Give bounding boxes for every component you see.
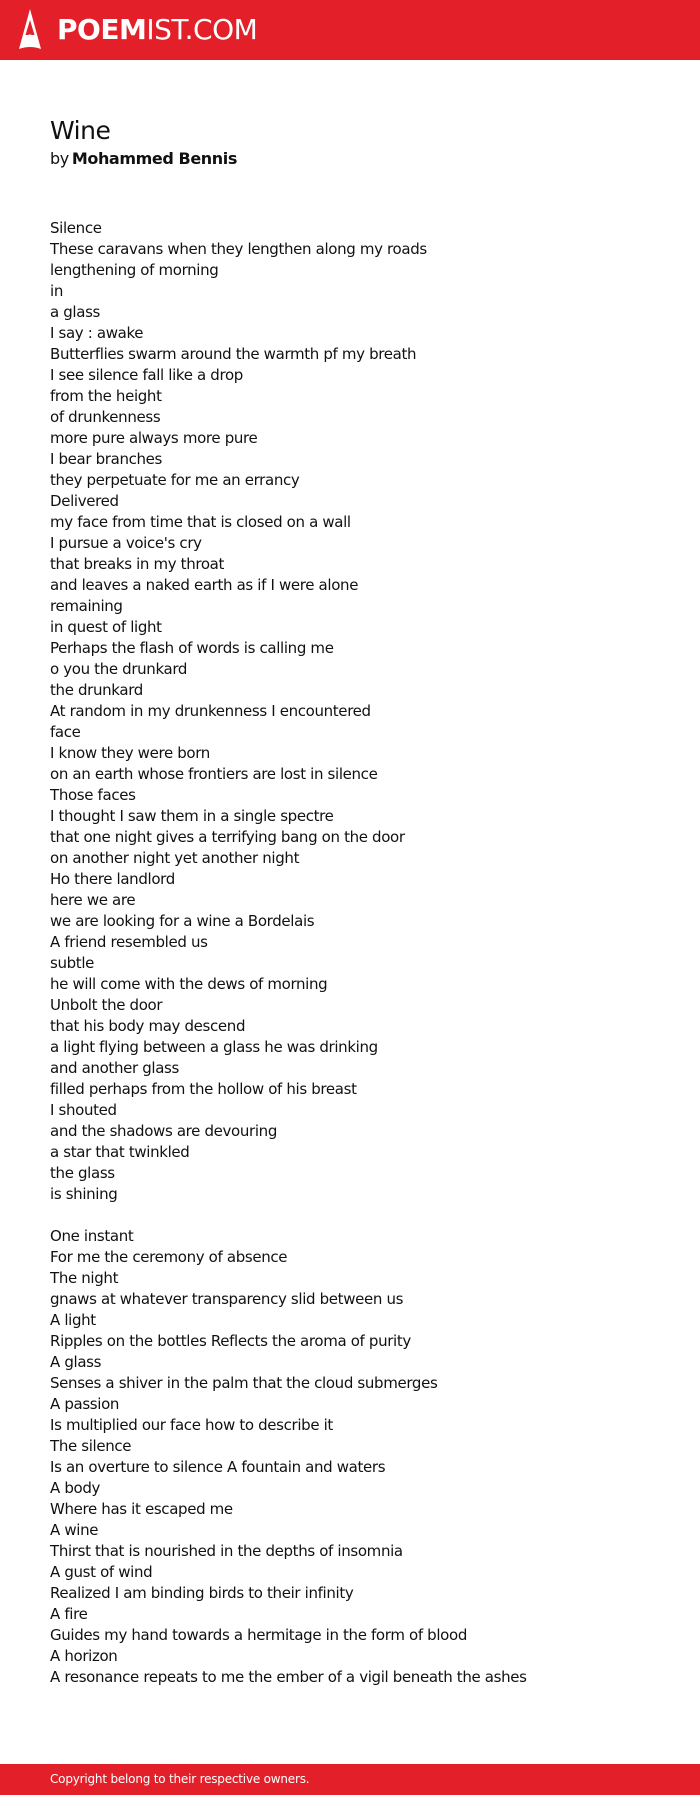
poem-line: A light: [50, 1311, 96, 1329]
poem-line: subtle: [50, 954, 95, 972]
brand-name: [57, 8, 257, 52]
poem-line: A horizon: [50, 1647, 118, 1665]
poem-line: Ripples on the bottles Reflects the aroma of purity: [50, 1332, 411, 1350]
poem-line: and another glass: [50, 1059, 179, 1077]
poem-line: Those faces: [50, 786, 136, 804]
poem-line: Senses a shiver in the palm that the cloud submerges: [50, 1374, 438, 1392]
poem-line: from the height: [50, 387, 162, 405]
poem-line: Is an overture to silence A fountain and waters: [50, 1458, 386, 1476]
poem-line: I thought I saw them in a single spectre: [50, 807, 334, 825]
poem-line: a light flying between a glass he was drinking: [50, 1038, 378, 1056]
poem-line: I shouted: [50, 1101, 117, 1119]
poem-line: I see silence fall like a drop: [50, 366, 243, 384]
poem-line: o you the drunkard: [50, 660, 188, 678]
poem-line: Ho there landlord: [50, 870, 175, 888]
poem-line: Realized I am binding birds to their infinity: [50, 1584, 354, 1602]
poem-line: the glass: [50, 1164, 115, 1182]
poem-line: and the shadows are devouring: [50, 1122, 277, 1140]
poem-line: of drunkenness: [50, 408, 161, 426]
poem-line: they perpetuate for me an errancy: [50, 471, 300, 489]
site-logo[interactable]: [17, 8, 257, 52]
poem-title: Wine: [50, 116, 111, 145]
poem-line: Unbolt the door: [50, 996, 163, 1014]
poem-line: Perhaps the flash of words is calling me: [50, 639, 334, 657]
copyright-notice: Copyright belong to their respective owners.: [50, 1772, 310, 1786]
poem-line: These caravans when they lengthen along my roads: [50, 240, 427, 258]
poem-line: filled perhaps from the hollow of his breast: [50, 1080, 357, 1098]
poem-line: A fire: [50, 1605, 88, 1623]
poem-line: and leaves a naked earth as if I were alone: [50, 576, 359, 594]
poem-line: Delivered: [50, 492, 119, 510]
site-header: [0, 0, 700, 60]
poem-line: A passion: [50, 1395, 120, 1413]
poem-line: A wine: [50, 1521, 99, 1539]
poem-line: remaining: [50, 597, 123, 615]
poem-byline: [50, 148, 237, 170]
poem-line: more pure always more pure: [50, 429, 258, 447]
poem-line: that one night gives a terrifying bang on the door: [50, 828, 405, 846]
site-footer: [0, 1764, 700, 1795]
poem-line: Thirst that is nourished in the depths of insomnia: [50, 1542, 403, 1560]
poem-line: I know they were born: [50, 744, 210, 762]
poem-line: Silence: [50, 219, 102, 237]
poem-line: I say : awake: [50, 324, 144, 342]
poem-line: is shining: [50, 1185, 118, 1203]
poem-line: he will come with the dews of morning: [50, 975, 328, 993]
poem-line: Guides my hand towards a hermitage in the form of blood: [50, 1626, 467, 1644]
poem-line: Where has it escaped me: [50, 1500, 233, 1518]
poem-line: A body: [50, 1479, 101, 1497]
poem-line: on an earth whose frontiers are lost in silence: [50, 765, 378, 783]
poem-line: A resonance repeats to me the ember of a vigil beneath the ashes: [50, 1668, 527, 1686]
pen-nib-icon: [17, 8, 43, 52]
poem-line: The silence: [50, 1437, 132, 1455]
by-label: by: [50, 149, 69, 168]
poem-line: I bear branches: [50, 450, 163, 468]
poem-line: Is multiplied our face how to describe it: [50, 1416, 333, 1434]
poem-line: my face from time that is closed on a wall: [50, 513, 351, 531]
poem-line: that breaks in my throat: [50, 555, 225, 573]
poem-author[interactable]: Mohammed Bennis: [71, 149, 237, 168]
poem-line: here we are: [50, 891, 136, 909]
poem-line: At random in my drunkenness I encountered: [50, 702, 371, 720]
poem-line: in: [50, 282, 63, 300]
poem-line: in quest of light: [50, 618, 162, 636]
stanza-break: [50, 1205, 670, 1226]
poem-line: A gust of wind: [50, 1563, 153, 1581]
poem-line: A glass: [50, 1353, 102, 1371]
poem-line: Butterflies swarm around the warmth pf my breath: [50, 345, 417, 363]
poem-line: I pursue a voice's cry: [50, 534, 202, 552]
poem-body: [50, 218, 670, 1688]
poem-line: One instant: [50, 1227, 134, 1245]
poem-line: we are looking for a wine a Bordelais: [50, 912, 315, 930]
poem-line: a glass: [50, 303, 101, 321]
brand-name-light: IST.COM: [146, 13, 258, 46]
poem-line: For me the ceremony of absence: [50, 1248, 288, 1266]
poem-line: gnaws at whatever transparency slid between us: [50, 1290, 404, 1308]
poem-line: on another night yet another night: [50, 849, 300, 867]
poem-line: that his body may descend: [50, 1017, 246, 1035]
poem-line: lengthening of morning: [50, 261, 219, 279]
poem-line: the drunkard: [50, 681, 143, 699]
poem-line: a star that twinkled: [50, 1143, 190, 1161]
brand-name-bold: POEM: [57, 13, 147, 46]
poem-line: The night: [50, 1269, 119, 1287]
poem-line: A friend resembled us: [50, 933, 208, 951]
poem-line: face: [50, 723, 81, 741]
